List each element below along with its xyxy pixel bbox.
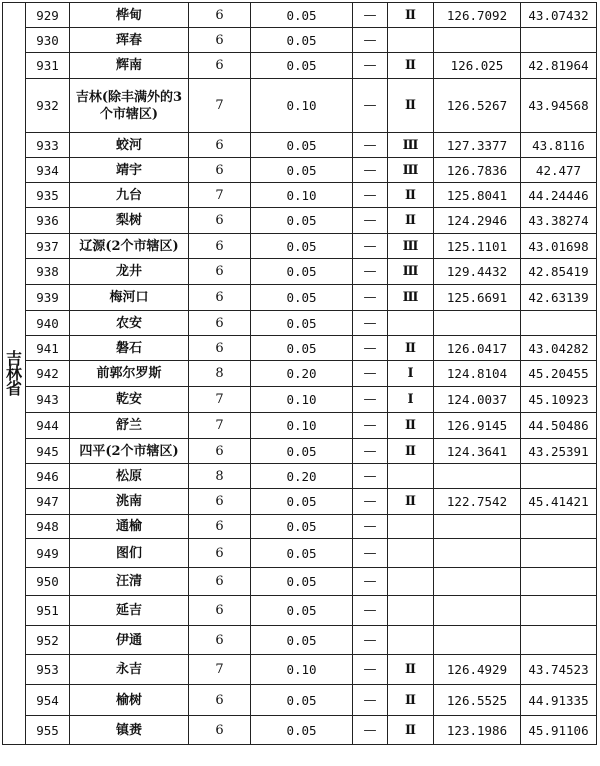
row-number: 950 <box>26 568 70 596</box>
longitude: 129.4432 <box>434 259 521 285</box>
acceleration: 0.05 <box>251 716 353 745</box>
longitude: 126.9145 <box>434 413 521 439</box>
acceleration: 0.05 <box>251 3 353 28</box>
row-number: 930 <box>26 28 70 53</box>
row-number: 941 <box>26 336 70 361</box>
city-name: 乾安 <box>70 387 189 413</box>
acceleration: 0.05 <box>251 568 353 596</box>
longitude: 126.7092 <box>434 3 521 28</box>
city-name: 通榆 <box>70 515 189 539</box>
dash-mark: — <box>353 464 388 489</box>
site-class <box>388 515 434 539</box>
row-number: 931 <box>26 53 70 79</box>
longitude: 124.3641 <box>434 439 521 464</box>
intensity: 6 <box>189 336 251 361</box>
intensity: 7 <box>189 655 251 685</box>
dash-mark: — <box>353 361 388 387</box>
latitude: 43.07432 <box>521 3 597 28</box>
longitude: 126.7836 <box>434 158 521 183</box>
acceleration: 0.10 <box>251 79 353 133</box>
table-row <box>3 716 597 745</box>
latitude: 44.24446 <box>521 183 597 208</box>
intensity: 6 <box>189 133 251 158</box>
intensity: 6 <box>189 626 251 655</box>
intensity: 7 <box>189 183 251 208</box>
acceleration: 0.20 <box>251 464 353 489</box>
province-cell <box>3 3 26 745</box>
dash-mark: — <box>353 626 388 655</box>
dash-mark: — <box>353 539 388 568</box>
table-row <box>3 361 597 387</box>
longitude: 125.8041 <box>434 183 521 208</box>
intensity: 6 <box>189 3 251 28</box>
table-body <box>3 3 597 745</box>
longitude <box>434 568 521 596</box>
city-name: 磐石 <box>70 336 189 361</box>
table-row <box>3 387 597 413</box>
table-row <box>3 685 597 716</box>
table-row <box>3 439 597 464</box>
site-class: Ⅱ <box>388 183 434 208</box>
row-number: 948 <box>26 515 70 539</box>
city-name: 伊通 <box>70 626 189 655</box>
city-name: 镇赉 <box>70 716 189 745</box>
row-number: 952 <box>26 626 70 655</box>
site-class: Ⅰ <box>388 387 434 413</box>
latitude: 45.10923 <box>521 387 597 413</box>
latitude <box>521 311 597 336</box>
latitude: 44.50486 <box>521 413 597 439</box>
latitude: 42.477 <box>521 158 597 183</box>
acceleration: 0.05 <box>251 515 353 539</box>
dash-mark: — <box>353 387 388 413</box>
dash-mark: — <box>353 208 388 234</box>
table-row <box>3 285 597 311</box>
intensity: 6 <box>189 53 251 79</box>
site-class <box>388 464 434 489</box>
dash-mark: — <box>353 3 388 28</box>
longitude: 126.0417 <box>434 336 521 361</box>
acceleration: 0.05 <box>251 158 353 183</box>
acceleration: 0.05 <box>251 28 353 53</box>
acceleration: 0.05 <box>251 311 353 336</box>
city-name: 龙井 <box>70 259 189 285</box>
table-row <box>3 28 597 53</box>
dash-mark: — <box>353 53 388 79</box>
intensity: 6 <box>189 716 251 745</box>
longitude: 124.0037 <box>434 387 521 413</box>
dash-mark: — <box>353 28 388 53</box>
acceleration: 0.05 <box>251 133 353 158</box>
dash-mark: — <box>353 655 388 685</box>
site-class: Ⅲ <box>388 158 434 183</box>
site-class: Ⅱ <box>388 685 434 716</box>
acceleration: 0.05 <box>251 234 353 259</box>
row-number: 946 <box>26 464 70 489</box>
longitude: 124.8104 <box>434 361 521 387</box>
site-class: Ⅲ <box>388 133 434 158</box>
intensity: 6 <box>189 515 251 539</box>
table-row <box>3 53 597 79</box>
table-row <box>3 515 597 539</box>
dash-mark: — <box>353 79 388 133</box>
row-number: 942 <box>26 361 70 387</box>
row-number: 929 <box>26 3 70 28</box>
latitude: 43.01698 <box>521 234 597 259</box>
latitude: 45.20455 <box>521 361 597 387</box>
dash-mark: — <box>353 515 388 539</box>
dash-mark: — <box>353 234 388 259</box>
intensity: 7 <box>189 387 251 413</box>
site-class <box>388 568 434 596</box>
row-number: 944 <box>26 413 70 439</box>
latitude: 44.91335 <box>521 685 597 716</box>
longitude: 126.5525 <box>434 685 521 716</box>
site-class <box>388 311 434 336</box>
table-row <box>3 311 597 336</box>
intensity: 7 <box>189 79 251 133</box>
row-number: 935 <box>26 183 70 208</box>
row-number: 933 <box>26 133 70 158</box>
site-class: Ⅰ <box>388 361 434 387</box>
latitude: 45.91106 <box>521 716 597 745</box>
city-name: 农安 <box>70 311 189 336</box>
city-name: 榆树 <box>70 685 189 716</box>
latitude <box>521 596 597 626</box>
table-row <box>3 596 597 626</box>
acceleration: 0.05 <box>251 336 353 361</box>
latitude: 43.94568 <box>521 79 597 133</box>
site-class: Ⅱ <box>388 489 434 515</box>
acceleration: 0.05 <box>251 53 353 79</box>
table-row <box>3 336 597 361</box>
city-name: 梨树 <box>70 208 189 234</box>
longitude: 126.025 <box>434 53 521 79</box>
latitude: 43.38274 <box>521 208 597 234</box>
dash-mark: — <box>353 336 388 361</box>
longitude <box>434 626 521 655</box>
latitude <box>521 568 597 596</box>
latitude <box>521 539 597 568</box>
city-name: 舒兰 <box>70 413 189 439</box>
acceleration: 0.10 <box>251 387 353 413</box>
dash-mark: — <box>353 489 388 515</box>
acceleration: 0.10 <box>251 183 353 208</box>
intensity: 6 <box>189 568 251 596</box>
city-name: 前郭尔罗斯 <box>70 361 189 387</box>
longitude: 123.1986 <box>434 716 521 745</box>
latitude: 43.74523 <box>521 655 597 685</box>
dash-mark: — <box>353 259 388 285</box>
latitude: 43.25391 <box>521 439 597 464</box>
latitude <box>521 464 597 489</box>
dash-mark: — <box>353 311 388 336</box>
city-name: 洮南 <box>70 489 189 515</box>
intensity: 6 <box>189 208 251 234</box>
longitude: 125.6691 <box>434 285 521 311</box>
table-row <box>3 3 597 28</box>
longitude <box>434 515 521 539</box>
city-name: 辽源(2个市辖区) <box>70 234 189 259</box>
row-number: 954 <box>26 685 70 716</box>
dash-mark: — <box>353 596 388 626</box>
intensity: 6 <box>189 28 251 53</box>
table-row <box>3 79 597 133</box>
table-row <box>3 626 597 655</box>
acceleration: 0.10 <box>251 655 353 685</box>
table-row <box>3 259 597 285</box>
intensity: 6 <box>189 596 251 626</box>
table-row <box>3 489 597 515</box>
latitude: 43.8116 <box>521 133 597 158</box>
table-row <box>3 568 597 596</box>
longitude: 122.7542 <box>434 489 521 515</box>
acceleration: 0.05 <box>251 685 353 716</box>
row-number: 934 <box>26 158 70 183</box>
dash-mark: — <box>353 568 388 596</box>
longitude: 127.3377 <box>434 133 521 158</box>
intensity: 6 <box>189 439 251 464</box>
longitude <box>434 539 521 568</box>
city-name: 四平(2个市辖区) <box>70 439 189 464</box>
table-row <box>3 183 597 208</box>
site-class: Ⅱ <box>388 79 434 133</box>
dash-mark: — <box>353 439 388 464</box>
site-class: Ⅱ <box>388 439 434 464</box>
dash-mark: — <box>353 716 388 745</box>
row-number: 945 <box>26 439 70 464</box>
latitude: 42.81964 <box>521 53 597 79</box>
acceleration: 0.05 <box>251 626 353 655</box>
dash-mark: — <box>353 685 388 716</box>
row-number: 936 <box>26 208 70 234</box>
city-name: 汪清 <box>70 568 189 596</box>
table-row <box>3 133 597 158</box>
intensity: 8 <box>189 361 251 387</box>
longitude: 124.2946 <box>434 208 521 234</box>
longitude <box>434 464 521 489</box>
longitude <box>434 596 521 626</box>
city-name: 永吉 <box>70 655 189 685</box>
city-name: 九台 <box>70 183 189 208</box>
seismic-parameter-table <box>2 2 597 745</box>
site-class: Ⅲ <box>388 259 434 285</box>
acceleration: 0.05 <box>251 208 353 234</box>
row-number: 951 <box>26 596 70 626</box>
site-class: Ⅱ <box>388 655 434 685</box>
site-class: Ⅱ <box>388 208 434 234</box>
city-name: 珲春 <box>70 28 189 53</box>
intensity: 7 <box>189 413 251 439</box>
table-row <box>3 158 597 183</box>
intensity: 6 <box>189 685 251 716</box>
longitude: 126.4929 <box>434 655 521 685</box>
latitude <box>521 515 597 539</box>
table-row <box>3 413 597 439</box>
intensity: 6 <box>189 259 251 285</box>
site-class: Ⅱ <box>388 336 434 361</box>
latitude <box>521 28 597 53</box>
city-name: 辉南 <box>70 53 189 79</box>
intensity: 6 <box>189 158 251 183</box>
site-class <box>388 626 434 655</box>
latitude <box>521 626 597 655</box>
site-class: Ⅲ <box>388 234 434 259</box>
site-class <box>388 596 434 626</box>
site-class: Ⅱ <box>388 53 434 79</box>
intensity: 6 <box>189 539 251 568</box>
dash-mark: — <box>353 158 388 183</box>
row-number: 940 <box>26 311 70 336</box>
site-class: Ⅱ <box>388 3 434 28</box>
acceleration: 0.20 <box>251 361 353 387</box>
site-class: Ⅲ <box>388 285 434 311</box>
site-class <box>388 539 434 568</box>
table-row <box>3 655 597 685</box>
acceleration: 0.10 <box>251 413 353 439</box>
acceleration: 0.05 <box>251 259 353 285</box>
dash-mark: — <box>353 133 388 158</box>
city-name: 图们 <box>70 539 189 568</box>
longitude <box>434 311 521 336</box>
longitude <box>434 28 521 53</box>
intensity: 8 <box>189 464 251 489</box>
row-number: 955 <box>26 716 70 745</box>
city-name: 延吉 <box>70 596 189 626</box>
acceleration: 0.05 <box>251 489 353 515</box>
acceleration: 0.05 <box>251 439 353 464</box>
latitude: 42.63139 <box>521 285 597 311</box>
latitude: 42.85419 <box>521 259 597 285</box>
dash-mark: — <box>353 413 388 439</box>
longitude: 125.1101 <box>434 234 521 259</box>
table-row <box>3 464 597 489</box>
row-number: 937 <box>26 234 70 259</box>
table-row <box>3 208 597 234</box>
row-number: 943 <box>26 387 70 413</box>
latitude: 43.04282 <box>521 336 597 361</box>
table-row <box>3 234 597 259</box>
row-number: 953 <box>26 655 70 685</box>
intensity: 6 <box>189 489 251 515</box>
site-class: Ⅱ <box>388 413 434 439</box>
row-number: 932 <box>26 79 70 133</box>
acceleration: 0.05 <box>251 539 353 568</box>
acceleration: 0.05 <box>251 285 353 311</box>
city-name: 松原 <box>70 464 189 489</box>
intensity: 6 <box>189 234 251 259</box>
province-label: 吉林省 <box>5 349 22 398</box>
table-row <box>3 539 597 568</box>
intensity: 6 <box>189 285 251 311</box>
row-number: 939 <box>26 285 70 311</box>
row-number: 947 <box>26 489 70 515</box>
dash-mark: — <box>353 285 388 311</box>
city-name: 靖宇 <box>70 158 189 183</box>
acceleration: 0.05 <box>251 596 353 626</box>
city-name: 吉林(除丰满外的3个市辖区) <box>70 79 189 133</box>
site-class: Ⅱ <box>388 716 434 745</box>
city-name: 桦甸 <box>70 3 189 28</box>
intensity: 6 <box>189 311 251 336</box>
site-class <box>388 28 434 53</box>
longitude: 126.5267 <box>434 79 521 133</box>
latitude: 45.41421 <box>521 489 597 515</box>
row-number: 938 <box>26 259 70 285</box>
city-name: 梅河口 <box>70 285 189 311</box>
row-number: 949 <box>26 539 70 568</box>
city-name: 蛟河 <box>70 133 189 158</box>
dash-mark: — <box>353 183 388 208</box>
